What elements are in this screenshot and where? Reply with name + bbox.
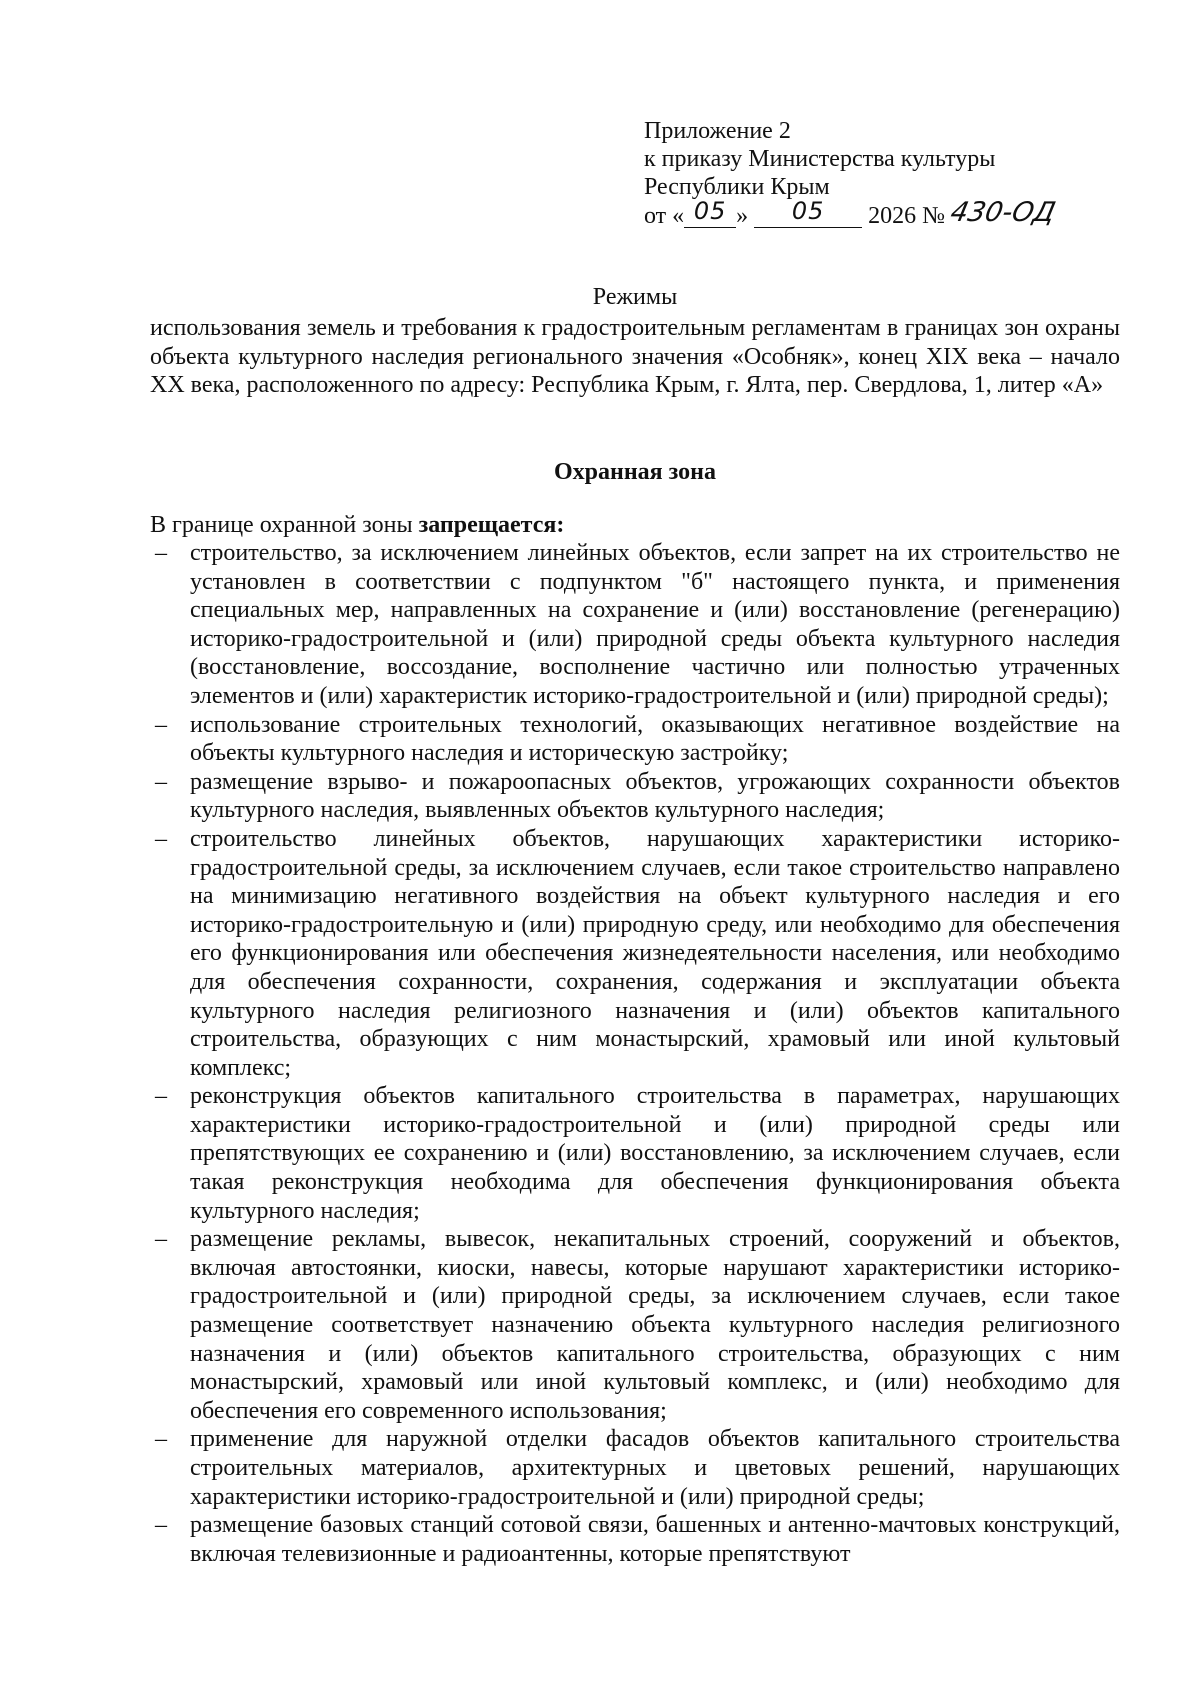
- lead-sentence: [150, 511, 564, 539]
- list-item: [150, 1511, 1120, 1568]
- list-item-text: применение для наружной отделки фасадов объектов капитального строительства строительных материалов, архитектурных и цветовых решений, нарушающих характеристики историко-градостроительной и (или) природной среды;: [190, 1426, 1120, 1510]
- date-month-handwritten: 05: [791, 197, 825, 225]
- list-item: [150, 768, 1120, 825]
- dash-bullet: –: [155, 1426, 167, 1453]
- list-item: [150, 711, 1120, 768]
- dash-bullet: –: [155, 711, 167, 738]
- appendix-date-line: [644, 197, 1059, 229]
- prohibitions-list: [150, 539, 1120, 1568]
- dash-bullet: –: [155, 540, 167, 566]
- dash-bullet: –: [155, 825, 167, 852]
- list-item-text: использование строительных технологий, оказывающих негативное воздействие на объекты культурного наследия и историческую застройку;: [190, 711, 1120, 767]
- list-item: [150, 1425, 1120, 1511]
- section-heading: Охранная зона: [554, 459, 716, 485]
- appendix-line-3: Республики Крым: [644, 174, 830, 200]
- list-item-text: размещение рекламы, вывесок, некапитальных строений, сооружений и объектов, включая автостоянки, киоски, навесы, которые нарушают характеристики историко-градостроительной и (или) природной среды, за исключением случаев, если такое размещение соответствует назначению объекта культурного наследия религиозного назначения и (или) объектов капитального строительства, образующих с ним монастырский, храмовый или иной культовый комплекс, и (или) необходимо для обеспечения его современного использования;: [190, 1226, 1120, 1424]
- list-item: [150, 1225, 1120, 1425]
- document-intro: использования земель и требования к градостроительным регламентам в границах зон охраны объекта культурного наследия регионального значения «Особняк», конец XIX века – начало XX века, расположенного по адресу: Республика Крым, г. Ялта, пер. Свердлова, 1, литер «А»: [150, 315, 1120, 398]
- dash-bullet: –: [155, 768, 167, 795]
- list-item: [150, 1082, 1120, 1225]
- list-item-text: размещение базовых станций сотовой связи, башенных и антенно-мачтовых конструкций, включая телевизионные и радиоантенны, которые препятствуют: [190, 1512, 1120, 1567]
- list-item: [150, 825, 1120, 1082]
- list-item-text: строительство, за исключением линейных объектов, если запрет на их строительство не установлен в соответствии с подпунктом "б" настоящего пункта, и применения специальных мер, направленных на сохранение и (или) восстановление (регенерацию) историко-градостроительной и (или) природной среды объекта культурного наследия (восстановление, воссоздание, восполнение частично или полностью утраченных элементов и (или) характеристик историко-градостроительной и (или) природной среды);: [190, 540, 1120, 709]
- year-and-number-label: 2026 №: [868, 203, 946, 229]
- list-item-text: реконструкция объектов капитального строительства в параметрах, нарушающих характеристики историко-градостроительной и (или) природной среды или препятствующих ее сохранению и (или) восстановлению, за исключением случаев, если такая реконструкция необходима для обеспечения функционирования объекта культурного наследия;: [190, 1083, 1120, 1224]
- date-day-field: [684, 197, 736, 228]
- dash-bullet: –: [155, 1083, 167, 1110]
- date-prefix: от «: [644, 203, 685, 229]
- date-month-field: [754, 197, 862, 228]
- document-title: Режимы: [592, 284, 678, 310]
- appendix-line-2: к приказу Министерства культуры: [644, 146, 996, 172]
- list-item: [150, 539, 1120, 711]
- date-mid: »: [736, 203, 749, 229]
- order-number-handwritten: 430-ОД: [947, 197, 1059, 228]
- list-item-text: строительство линейных объектов, нарушающих характеристики историко-градостроительной среды, за исключением случаев, если такое строительство направлено на минимизацию негативного воздействия на объект культурного наследия и его историко-градостроительную и (или) природную среду, или необходимо для обеспечения его функционирования или обеспечения жизнедеятельности населения, или необходимо для обеспечения сохранности, сохранения, содержания и эксплуатации объекта культурного наследия религиозного назначения и (или) объектов капитального строительства, образующих с ним монастырский, храмовый или иной культовый комплекс;: [190, 825, 1120, 1081]
- dash-bullet: –: [155, 1226, 167, 1253]
- appendix-block: [644, 117, 1059, 229]
- appendix-line-1: Приложение 2: [644, 118, 791, 144]
- list-item-text: размещение взрыво- и пожароопасных объектов, угрожающих сохранности объектов культурного наследия, выявленных объектов культурного наследия;: [190, 768, 1120, 824]
- date-day-handwritten: 05: [693, 197, 727, 225]
- dash-bullet: –: [155, 1512, 167, 1539]
- lead-bold: запрещается:: [418, 512, 565, 538]
- lead-text: В границе охранной зоны: [150, 512, 419, 538]
